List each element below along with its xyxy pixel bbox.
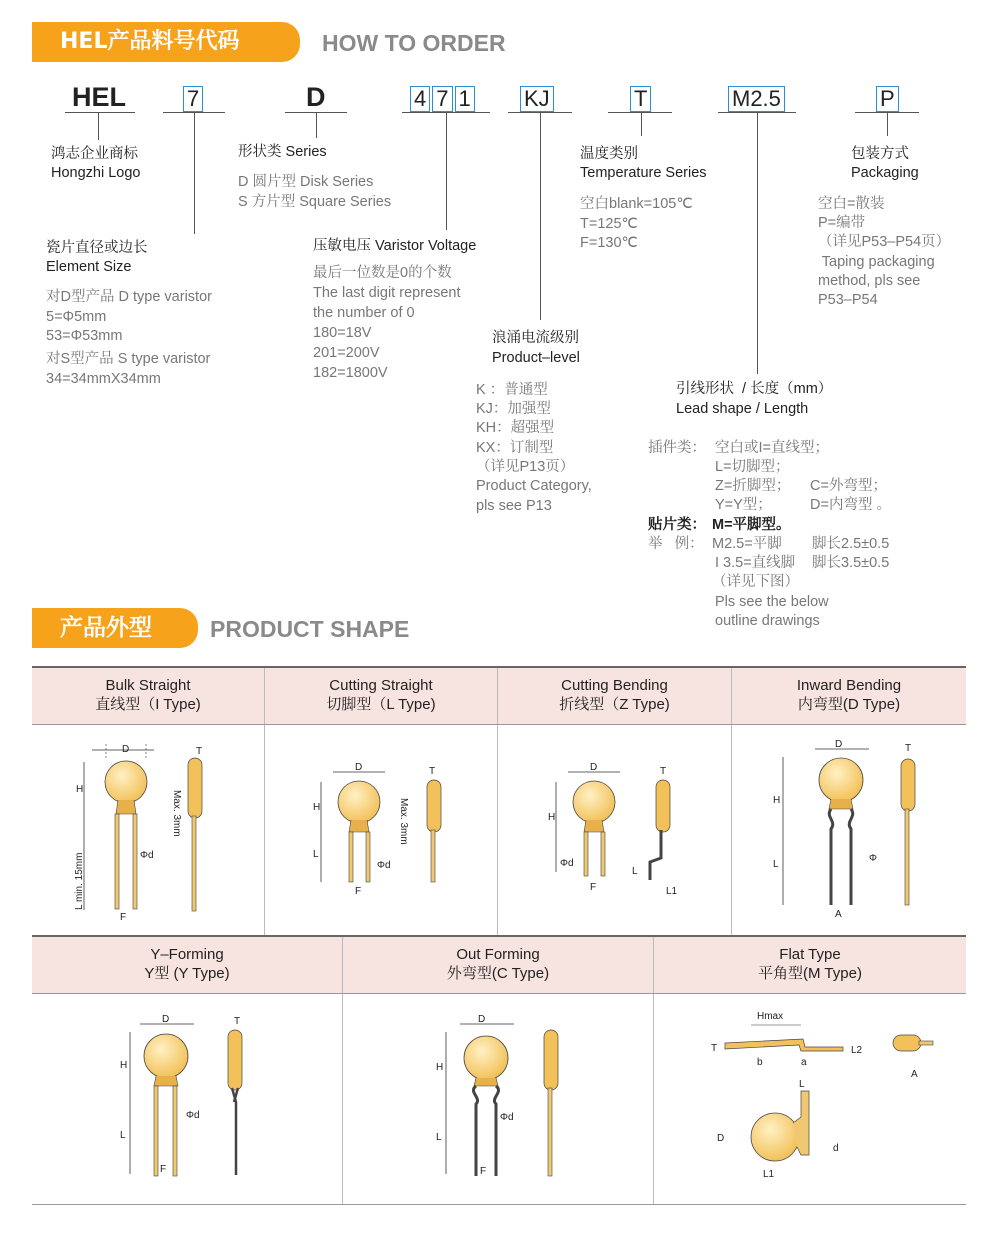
dim-d-small: d <box>833 1143 839 1154</box>
code-pack: P <box>876 82 901 110</box>
surge-l7: pls see P13 <box>476 498 552 514</box>
pack-l5: method, pls see <box>818 273 921 289</box>
dim-l-flat: L <box>799 1079 805 1090</box>
dim-phid: Φd <box>140 850 154 861</box>
dim-f: F <box>120 912 127 923</box>
lead-plug1: 空白或I=直线型； <box>715 440 829 456</box>
dim-d: D <box>835 739 843 750</box>
element-l3: 53=Φ53mm <box>46 328 123 344</box>
dim-h: H <box>120 1060 128 1071</box>
code-voltage: 4 7 1 <box>410 82 477 110</box>
lead-ex4: Pls see the below <box>715 594 829 610</box>
lead-plug-label: 插件类： <box>648 440 706 456</box>
leader-line <box>757 112 758 374</box>
surge-en: Product–level <box>492 350 580 366</box>
voltage-title: 压敏电压 Varistor Voltage <box>313 238 477 254</box>
leader-line <box>194 112 195 234</box>
lead-ex3: （详见下图） <box>712 574 799 590</box>
element-l4: 对S型产品 S type varistor <box>46 351 211 367</box>
surge-l5: （详见P13页） <box>476 459 575 475</box>
dim-f: F <box>590 882 597 893</box>
dim-d: D <box>162 1014 170 1025</box>
temp-l2: T=125℃ <box>580 216 638 232</box>
underline <box>65 112 135 113</box>
lead-plug2: L=切脚型； <box>715 459 790 475</box>
code-shape: D <box>306 82 326 112</box>
flat-type-drawing <box>705 1005 945 1195</box>
leader-line <box>887 112 888 136</box>
element-l5: 34=34mmX34mm <box>46 371 161 387</box>
code-size: 7 <box>183 82 205 110</box>
pack-l6: P53–P54 <box>818 292 878 308</box>
dim-phid: Φd <box>377 860 391 871</box>
voltage-l2: The last digit represent <box>313 285 461 301</box>
header-y-forming: Y–Forming Y型 (Y Type) <box>32 937 343 993</box>
dim-d: D <box>355 762 363 773</box>
dim-t: T <box>429 766 436 777</box>
inward-bending-drawing <box>765 735 945 920</box>
surge-l1: K ：普通型 <box>476 382 548 398</box>
dim-d-flat: D <box>717 1133 725 1144</box>
dim-l: L <box>436 1132 442 1143</box>
dim-t: T <box>711 1043 718 1054</box>
header-cutting-straight: Cutting Straight 切脚型（L Type) <box>265 668 498 724</box>
element-en: Element Size <box>46 259 132 275</box>
dim-d: D <box>122 744 130 755</box>
dim-f: F <box>480 1166 487 1177</box>
product-shape-title: PRODUCT SHAPE <box>210 616 410 642</box>
dim-h: H <box>773 795 781 806</box>
element-cn: 瓷片直径或边长 <box>46 240 148 256</box>
pack-l1: 空白=散装 <box>818 196 885 212</box>
dim-l: L <box>120 1130 126 1141</box>
lead-ex1b: 脚长2.5±0.5 <box>812 536 890 552</box>
surge-cn: 浪涌电流级别 <box>492 330 579 346</box>
leader-line <box>641 112 642 136</box>
dim-f: F <box>355 886 362 897</box>
table-rule <box>32 1204 966 1205</box>
dim-h: H <box>313 802 321 813</box>
leader-line <box>540 112 541 320</box>
dim-l2: L2 <box>851 1045 863 1056</box>
cutting-straight-drawing <box>305 762 465 902</box>
code-lead: M2.5 <box>728 82 787 110</box>
lead-ex1a: M2.5=平脚 <box>712 536 782 552</box>
dim-b-small: b <box>757 1057 763 1068</box>
lead-plug3b: C=外弯型； <box>810 478 887 494</box>
pack-l4: Taping packaging <box>818 254 935 270</box>
lead-ex2b: 脚长3.5±0.5 <box>812 555 890 571</box>
lead-ex5: outline drawings <box>715 613 820 629</box>
dim-d: D <box>478 1014 486 1025</box>
lead-plug3: Z=折脚型； <box>715 478 791 494</box>
lead-plug4: Y=Y型； <box>715 497 772 513</box>
voltage-l3: the number of 0 <box>313 305 415 321</box>
dim-t: T <box>660 766 667 777</box>
voltage-l4: 180=18V <box>313 325 372 341</box>
element-l2: 5=Φ5mm <box>46 309 107 325</box>
series-d: D 圆片型 Disk Series <box>238 174 374 190</box>
header-bulk-straight: Bulk Straight 直线型（I Type) <box>32 668 265 724</box>
product-shape-badge: 产品外型 <box>32 608 198 648</box>
bulk-straight-drawing <box>70 740 250 923</box>
dim-phid: Φd <box>186 1110 200 1121</box>
out-forming-drawing <box>430 1010 590 1185</box>
voltage-l1: 最后一位数是0的个数 <box>313 265 452 281</box>
lead-smd-label: 贴片类： <box>648 517 706 533</box>
dim-hmax: Hmax <box>757 1011 784 1022</box>
dim-a: A <box>911 1069 918 1080</box>
dim-l: L <box>632 866 638 877</box>
dim-l1b: L1 <box>763 1169 775 1180</box>
lead-plug4b: D=内弯型 。 <box>810 497 891 513</box>
lead-en: Lead shape / Length <box>676 401 809 417</box>
pack-l2: P=编带 <box>818 215 866 231</box>
logo-en: Hongzhi Logo <box>51 165 141 181</box>
dim-phid: Φd <box>500 1112 514 1123</box>
voltage-l6: 182=1800V <box>313 365 388 381</box>
dim-h: H <box>548 812 556 823</box>
leader-line <box>98 112 99 140</box>
header-inward-bending: Inward Bending 内弯型(D Type) <box>732 668 966 724</box>
dim-max3: Max. 3mm <box>171 790 182 837</box>
temp-l3: F=130℃ <box>580 235 638 251</box>
header-out-forming: Out Forming 外弯型(C Type) <box>343 937 654 993</box>
surge-l3: KH：超强型 <box>476 420 555 436</box>
y-forming-drawing <box>110 1010 270 1185</box>
code-temp: T <box>630 82 653 110</box>
dim-a-small: a <box>801 1057 807 1068</box>
temp-en: Temperature Series <box>580 165 707 181</box>
dim-f: F <box>160 1164 167 1175</box>
series-s: S 方片型 Square Series <box>238 194 392 210</box>
code-brand: HEL <box>72 82 126 112</box>
how-to-order-title: HOW TO ORDER <box>322 30 506 56</box>
dim-l: L <box>773 859 779 870</box>
element-l1: 对D型产品 D type varistor <box>46 289 212 305</box>
dim-h: H <box>436 1062 444 1073</box>
dim-phi: Φ <box>869 853 877 864</box>
dim-t: T <box>196 746 203 757</box>
surge-l2: KJ：加强型 <box>476 401 551 417</box>
code-level: KJ <box>520 82 556 110</box>
dim-lmin: L min. 15mm <box>74 852 85 910</box>
dim-a: A <box>835 909 842 920</box>
surge-l4: KX：订制型 <box>476 440 554 456</box>
voltage-l5: 201=200V <box>313 345 380 361</box>
underline <box>608 112 672 113</box>
dim-h: H <box>76 784 84 795</box>
header-flat-type: Flat Type 平角型(M Type) <box>654 937 966 993</box>
dim-max3: Max. 3mm <box>398 798 409 845</box>
dim-t: T <box>234 1016 241 1027</box>
pack-l3: （详见P53–P54页） <box>818 234 951 250</box>
surge-l6: Product Category, <box>476 478 592 494</box>
how-to-order-badge: HEL产品料号代码 <box>32 22 300 62</box>
pack-cn: 包装方式 <box>851 146 909 162</box>
pack-en: Packaging <box>851 165 919 181</box>
leader-line <box>316 112 317 138</box>
temp-cn: 温度类别 <box>580 146 638 162</box>
dim-t: T <box>905 743 912 754</box>
dim-d: D <box>590 762 598 773</box>
leader-line <box>446 112 447 230</box>
dim-phid: Φd <box>560 858 574 869</box>
cutting-bending-drawing <box>540 762 700 902</box>
dim-l1: L1 <box>666 886 678 897</box>
lead-cn: 引线形状 / 长度（mm） <box>676 381 833 397</box>
series-title: 形状类 Series <box>238 144 327 160</box>
header-cutting-bending: Cutting Bending 折线型（Z Type) <box>498 668 732 724</box>
dim-l: L <box>313 849 319 860</box>
lead-ex-label: 举 例： <box>648 536 704 552</box>
temp-l1: 空白blank=105℃ <box>580 196 693 212</box>
lead-smd: M=平脚型。 <box>712 517 791 533</box>
lead-ex2a: I 3.5=直线脚 <box>715 555 796 571</box>
logo-cn: 鸿志企业商标 <box>51 146 138 162</box>
